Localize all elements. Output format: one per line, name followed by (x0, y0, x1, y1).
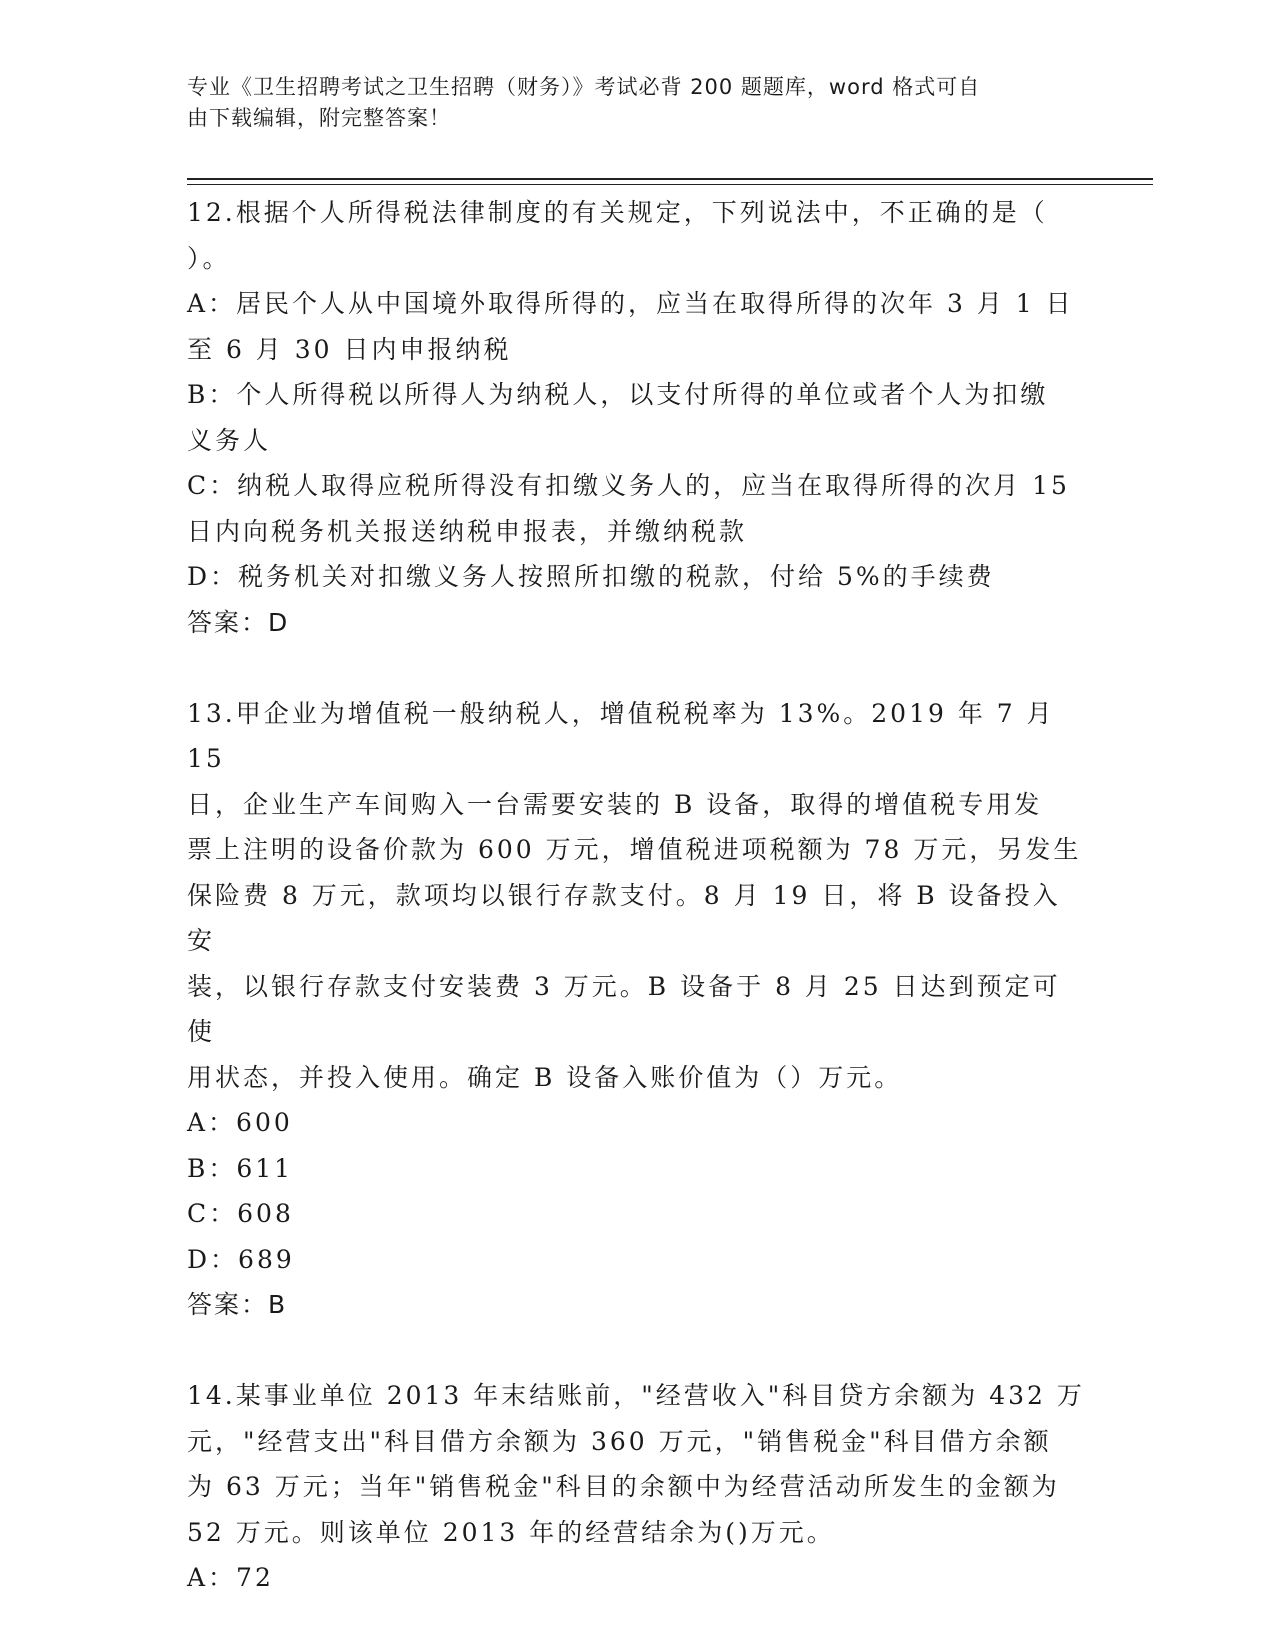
question-stem-line: 票上注明的设备价款为 600 万元，增值税进项税额为 78 万元，另发生 (187, 835, 1082, 864)
question-stem-line: 保险费 8 万元，款项均以银行存款支付。8 月 19 日，将 B 设备投入安 (187, 880, 1061, 955)
option-line: C：纳税人取得应税所得没有扣缴义务人的，应当在取得所得的次月 15 (187, 471, 1070, 500)
option-line: D：689 (187, 1244, 295, 1274)
option-line: 日内向税务机关报送纳税申报表，并缴纳税款 (187, 516, 748, 546)
question-list (187, 190, 1087, 1601)
question-stem-line: 14.某事业单位 2013 年末结账前，"经营收入"科目贷方余额为 432 万 (187, 1381, 1085, 1410)
option-line: A：600 (187, 1108, 293, 1137)
option-line: 至 6 月 30 日内申报纳税 (187, 334, 512, 364)
question-14 (187, 1373, 1087, 1601)
header-line-2: 由下载编辑，附完整答案！ (187, 106, 451, 130)
option-line: D：税务机关对扣缴义务人按照所扣缴的税款，付给 5%的手续费 (187, 562, 995, 591)
document-header (187, 72, 1067, 134)
question-stem-line: ）。 (187, 243, 231, 273)
option-line: C：608 (187, 1199, 294, 1228)
header-rule-thick (187, 178, 1153, 180)
option-line: B：个人所得税以所得人为纳税人，以支付所得的单位或者个人为扣缴 (187, 380, 1049, 409)
answer-line: 答案：D (187, 607, 290, 637)
answer-line: 答案：B (187, 1290, 288, 1319)
header-rule-thin (187, 184, 1153, 185)
question-stem-line: 元，"经营支出"科目借方余额为 360 万元，"销售税金"科目借方余额 (187, 1426, 1052, 1456)
option-line: B：611 (187, 1153, 294, 1183)
question-stem-line: 52 万元。则该单位 2013 年的经营结余为()万元。 (187, 1517, 835, 1547)
question-stem-line: 12.根据个人所得税法律制度的有关规定，下列说法中，不正确的是（ (187, 198, 1048, 227)
option-line: 义务人 (187, 425, 272, 455)
option-line: A：72 (187, 1563, 274, 1592)
option-line: A：居民个人从中国境外取得所得的，应当在取得所得的次年 3 月 1 日 (187, 289, 1074, 318)
question-stem-line: 用状态，并投入使用。确定 B 设备入账价值为（）万元。 (187, 1062, 903, 1092)
header-line-1: 专业《卫生招聘考试之卫生招聘（财务）》考试必背 200 题题库，word 格式可自 (187, 75, 981, 99)
question-stem-line: 装，以银行存款支付安装费 3 万元。B 设备于 8 月 25 日达到预定可使 (187, 971, 1061, 1046)
question-stem-line: 13.甲企业为增值税一般纳税人，增值税税率为 13%。2019 年 7 月 15 (187, 698, 1055, 773)
question-stem-line: 为 63 万元；当年"销售税金"科目的余额中为经营活动所发生的金额为 (187, 1472, 1060, 1501)
question-12 (187, 190, 1087, 645)
question-stem-line: 日，企业生产车间购入一台需要安装的 B 设备，取得的增值税专用发 (187, 789, 1043, 819)
question-13 (187, 691, 1087, 1328)
